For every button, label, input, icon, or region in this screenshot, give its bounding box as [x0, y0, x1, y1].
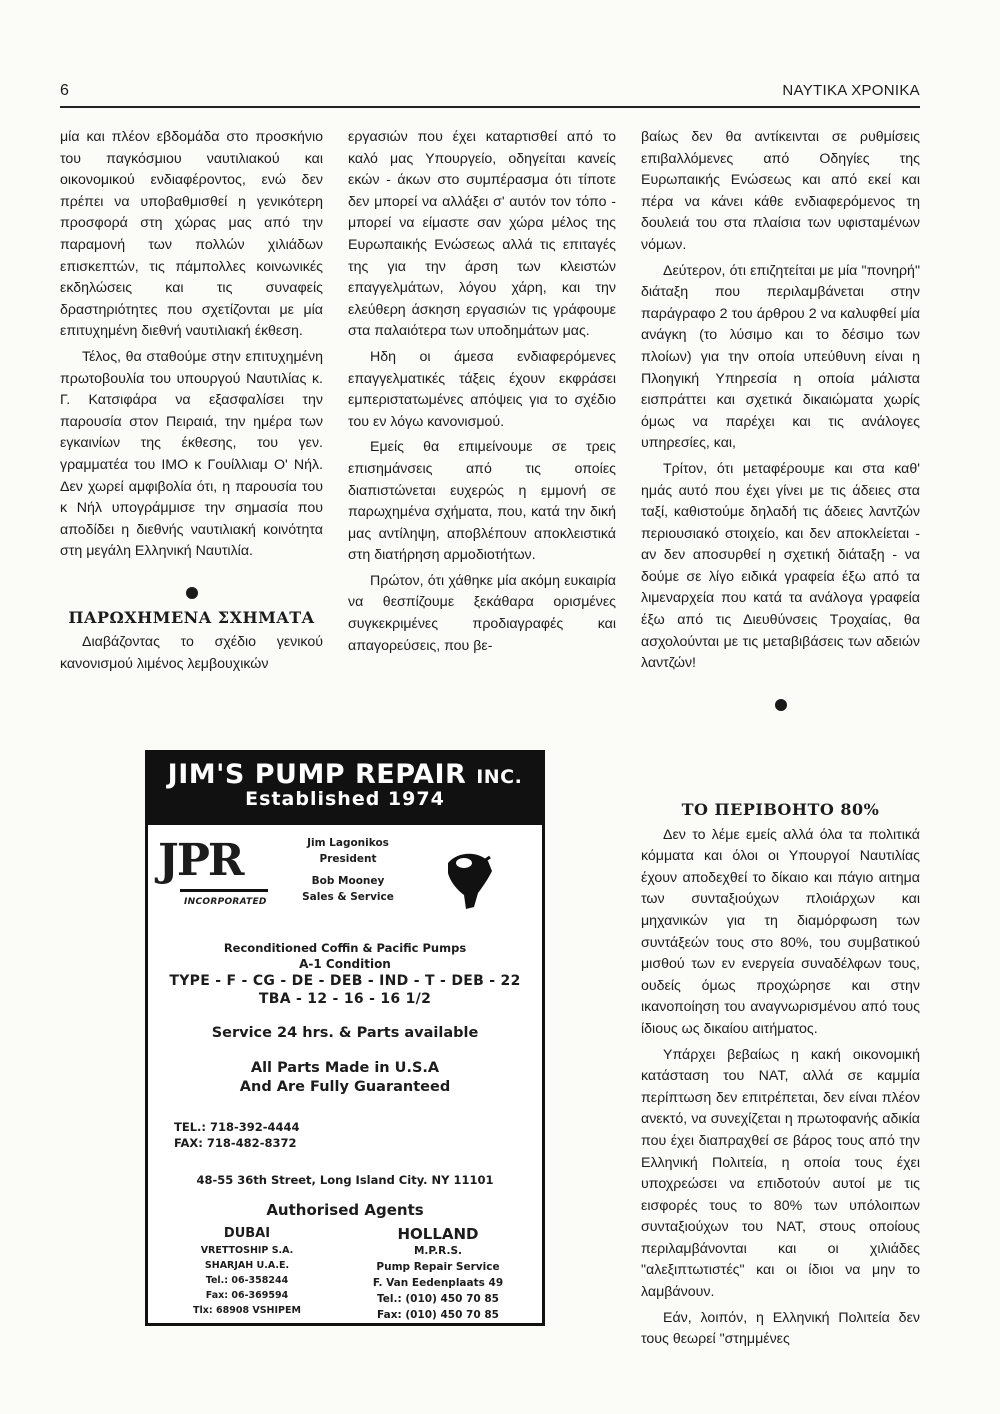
contact-title: President [319, 853, 377, 865]
ad-banner [148, 753, 542, 825]
logo-underline [180, 889, 268, 892]
ad-tba: TBA - 12 - 16 - 16 1/2 [258, 991, 432, 1007]
ad-company-name [148, 753, 542, 790]
ad-agents-title: Authorised Agents [266, 1201, 424, 1219]
pump-icon [438, 845, 498, 915]
ad-made-line: And Are Fully Guaranteed [239, 1079, 451, 1095]
paragraph: Πρώτον, ότι χάθηκε μία ακόμη ευκαιρία να θεσπίζουμε ξεκάθαρα ορισμένες συγκεκριμένες προδιαγραφές και απαγορεύσεις, που βε- [348, 572, 616, 654]
section-bullet-icon [186, 587, 198, 599]
ad-phones [174, 1119, 542, 1151]
paragraph: Διαβάζοντας το σχέδιο γενικού κανονισμού λιμένος λεμβουχικών [60, 634, 323, 673]
column-1 [60, 127, 323, 680]
ad-condition: A-1 Condition [299, 957, 391, 971]
agent-line: Fax: (010) 450 70 85 [377, 1309, 499, 1321]
agent-line: Tlx: 68908 VSHIPEM [193, 1305, 301, 1316]
section-heading: ΤΟ ΠΕΡΙΒΟΗΤΟ 80% [681, 800, 880, 819]
section-bullet-icon [775, 699, 787, 711]
ad-company-text: JIM'S PUMP REPAIR [167, 759, 467, 790]
paragraph: Εάν, λοιπόν, η Ελληνική Πολιτεία δεν τους θεωρεί "στημμένες [641, 1309, 920, 1348]
paragraph: Ηδη οι άμεσα ενδιαφερόμενες επαγγελματικές τάξεις έχουν εκφράσει εμπεριστατωμένες απόψεις για το σχέδιο του εν λόγω κανονισμού. [348, 348, 616, 430]
page-number: 6 [60, 82, 69, 99]
ad-agents [148, 1225, 542, 1335]
paragraph: Εμείς θα επιμείνουμε σε τρεις επισημάνσεις από τις οποίες διαπιστώνεται ευχερώς η εμμονή σε παρωχημένα σχήματα, που, κατά την δική μας αντίληψη, αποβλέπουν αποκλειστικά στη διατήρηση αρμοδιοτήτων. [348, 439, 616, 564]
ad-fax: FAX: 718-482-8372 [174, 1136, 297, 1150]
agent-line: SHARJAH U.A.E. [204, 1260, 290, 1271]
agent-dubai [172, 1225, 322, 1318]
column-2 [348, 127, 616, 661]
paragraph: Δεύτερον, ότι επιζητείται με μία "πονηρή" διάταξη που περιλαμβάνεται στην παράγραφο 2 του άρθρου 2 να καλυφθεί μία ανάγκη (το λύσιμο και το δέσιμο των πλοίων) για την οποία υπεύθυνη είναι η Πλοηγική Υπηρεσία η οποία μάλιστα εισπράττει και σχετικά δικαιώματα χωρίς όμως να παρέχει και τις ανάλογες υπηρεσίες, και, [641, 262, 920, 452]
agent-line: VRETTOSHIP S.A. [200, 1245, 294, 1256]
ad-products: Reconditioned Coffin & Pacific Pumps [223, 941, 467, 955]
ad-service: Service 24 hrs. & Parts available [211, 1025, 479, 1041]
contact-name: Jim Lagonikos [307, 837, 389, 849]
ad-made-line: All Parts Made in U.S.A [250, 1060, 440, 1076]
agent-line: Pump Repair Service [376, 1261, 500, 1273]
column-3 [641, 127, 920, 719]
paragraph: βαίως δεν θα αντίκεινται σε ρυθμίσεις επιβαλλόμενες από Οδηγίες της Ευρωπαικής Ενώσεως και από εκεί και πέρα να κάνει κάθε ενδιαφερόμενος τη δουλειά του στα πλαίσια των υφισταμένων νόμων. [641, 129, 920, 253]
agent-line: Tel.: (010) 450 70 85 [377, 1293, 499, 1305]
ad-types: TYPE - F - CG - DE - DEB - IND - T - DEB - 22 [169, 973, 521, 989]
agent-country: DUBAI [223, 1226, 271, 1241]
ad-established: Established 1974 [245, 788, 445, 810]
paragraph: Τέλος, θα σταθούμε στην επιτυχημένη πρωτοβουλία του υπουργού Ναυτιλίας κ. Γ. Κατσιφάρα να εξασφαλίσει την παρουσία στον Πειραιά, την ημέρα των εγκαινίων της έκθεσης, του γεν. γραμματέα του ΙΜΟ κ Γουίλλιαμ Ο' Νήλ. Δεν χωρεί αμφιβολία ότι, η παρουσία του κ Νήλ υπογράμμισε την σημασία που αποδίδει η διεθνής ναυτιλιακή κοινότητα στη μεγάλη Ελληνική Ναυτιλία. [60, 348, 323, 560]
page-header [60, 80, 920, 108]
agent-line: Tel.: 06-358244 [205, 1275, 289, 1286]
paragraph: μία και πλέον εβδομάδα στο προσκήνιο του παγκόσμιου ναυτιλιακού και οικονομικού ενδιαφέροντος, ενώ δεν πρέπει να υποβαθμισθεί η γενικότερη προσφορά στη χώρας μας από την παραμονή των πολλών χιλιάδων επισκεπτών, τις πάμπολλες κοινωνικές εκδηλώσεις και τις συναφείς δραστηριότητες που σχετίζονται με μία επιτυχημένη διεθνή ναυτιλιακή έκθεση. [60, 129, 323, 340]
running-title: ΝΑΥΤΙΚΑ ΧΡΟΝΙΚΑ [782, 82, 920, 99]
section-heading: ΠΑΡΩΧΗΜΕΝΑ ΣΧΗΜΑΤΑ [68, 607, 315, 627]
contact-name: Bob Mooney [311, 875, 385, 887]
paragraph: Δεν το λέμε εμείς αλλά όλα τα πολιτικά κόμματα και όλοι οι Υπουργοί Ναυτιλίας έχουν αποδεχθεί το δίκαιο και πάγιο αιτημα των συνταξιούχων πλοιάρχων και μηχανικών για τη διαμόρφωση των συντάξεών τους στο 80%, του συμβατικού μισθού των εν ενεργεία συναδέλφων τους, ουδείς όμως προχώρησε και στην ικανοποίηση του αναγνωρισμένου από τους ίδιους ως δικαίου αιτήματος. [641, 826, 920, 1037]
paragraph: Τρίτον, ότι μεταφέρουμε και στα καθ' ημάς αυτό που έχει γίνει με τις άδειες στα ταξί, καθιστούμε δηλαδή τις άδειες λαντζών περιουσιακό στοιχείο, και δεν αποκλείεται - αν δεν αποσυρθεί η σχετική διάταξη - να δούμε σε λίγο ειδικά γραφεία έξω από τα λιμεναρχεία που κατά τα ανάλογα γραφεία έξω από τις Διευθύνσεις Τροχαίας, θα ασχολούνται με τις μεταβιβάσεις των αδειών λαντζών! [641, 460, 920, 672]
paragraph: Υπάρχει βεβαίως η κακή οικονομική κατάσταση του ΝΑΤ, αλλά σε καμμία περίπτωση δεν επιτρέπεται, δεν είναι πλέον ανεκτό, να συνεχίζεται η πρωτοφανής αδικία που έχει διαπραχθεί σε βάρος τους από την Ελληνική Πολιτεία, η οποία τους έχει υποχρεώσει να επιδοτούν αυτοί με τις εισφορές τους το 80% των υπόλοιπων συνταξιούχων του ΝΑΤ, στους οποίους περιλαμβάνονται και οι χιλιάδες "αλεξιπτωτιστές" και οι ίδιοι να μην το λαμβάνουν. [641, 1046, 920, 1301]
ad-tel: TEL.: 718-392-4444 [174, 1120, 300, 1134]
paragraph: εργασιών που έχει καταρτισθεί από το καλό μας Υπουργείο, οδηγείται κανείς εκών - άκων στο συμπέρασμα ότι τίποτε δεν μπορεί να αλλάξει σ' αυτόν τον τόπο - μπορεί να είμαστε σαν χώρα μέλος της Ευρωπαικής Ενώσεως αλλά τις επιταγές της για την άρση των κλειστών επαγγελμάτων, λόγου χάρη, και την ελεύθερη άσκηση εργασιών τις γράφουμε στα παλαιότερα των υποδημάτων μας. [348, 129, 616, 340]
advertisement [145, 750, 545, 1326]
ad-logo-row [148, 825, 542, 935]
ad-address: 48-55 36th Street, Long Island City. NY 11101 [196, 1173, 494, 1187]
logo-subtitle: INCORPORATED [184, 897, 267, 907]
ad-guarantee [148, 1059, 542, 1097]
ad-contacts [288, 835, 408, 905]
contact-title: Sales & Service [302, 891, 394, 903]
agent-line: Fax: 06-369594 [205, 1290, 289, 1301]
agent-holland [348, 1225, 528, 1323]
agent-line: M.P.R.S. [413, 1245, 462, 1257]
logo-letters: JPR [158, 835, 243, 886]
column-3-lower [641, 793, 920, 1355]
agent-country: HOLLAND [397, 1225, 479, 1243]
jpr-logo [158, 835, 268, 915]
ad-company-suffix: INC. [476, 766, 523, 788]
agent-line: F. Van Eedenplaats 49 [372, 1277, 504, 1289]
